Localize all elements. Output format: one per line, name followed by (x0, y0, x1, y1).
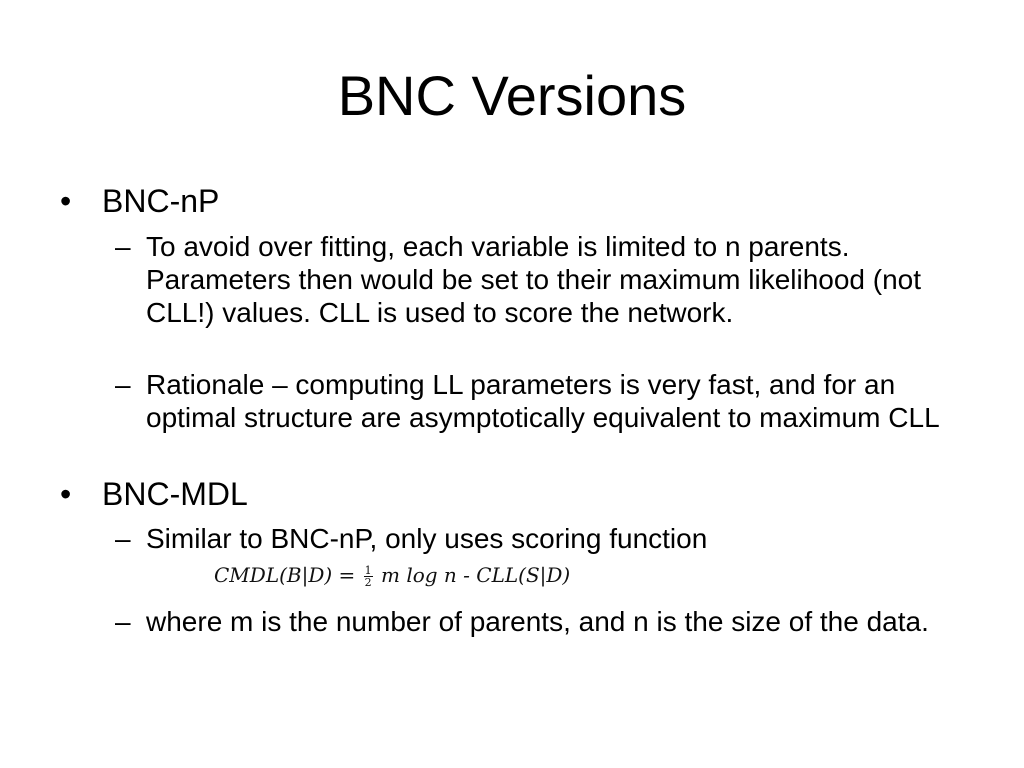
bullet-label: BNC-MDL (102, 476, 248, 512)
fraction-denominator: 2 (364, 576, 372, 589)
formula-rhs: m log n - CLL(S|D) (381, 563, 571, 587)
dash-marker: – (115, 369, 131, 400)
cmdl-formula (214, 560, 570, 590)
sub-bullet-text: Similar to BNC-nP, only uses scoring function (146, 523, 708, 554)
sub-bullet-text: Rationale – computing LL parameters is very fast, and for an optimal structure are asymptotically equivalent to maximum CLL (146, 369, 940, 433)
bullet-label: BNC-nP (102, 183, 220, 219)
sub-bullet (115, 230, 975, 329)
sub-bullet (115, 605, 975, 638)
slide-title: BNC Versions (337, 64, 687, 127)
dash-marker: – (115, 606, 131, 637)
sub-bullet (115, 522, 975, 555)
formula-fraction (364, 565, 373, 588)
sub-bullet-text: where m is the number of parents, and n is the size of the data. (146, 606, 929, 637)
fraction-numerator: 1 (364, 564, 372, 577)
formula-lhs: CMDL(B|D) = (214, 563, 356, 587)
sub-bullet-text: To avoid over fitting, each variable is limited to n parents. Parameters then would be set to their maximum likelihood (not CLL!) values. CLL is used to score the network. (146, 231, 922, 328)
sub-bullet (115, 368, 975, 434)
dash-marker: – (115, 523, 131, 554)
bullet-marker: • (60, 476, 72, 512)
dash-marker: – (115, 231, 131, 262)
bullet-marker: • (60, 183, 72, 219)
